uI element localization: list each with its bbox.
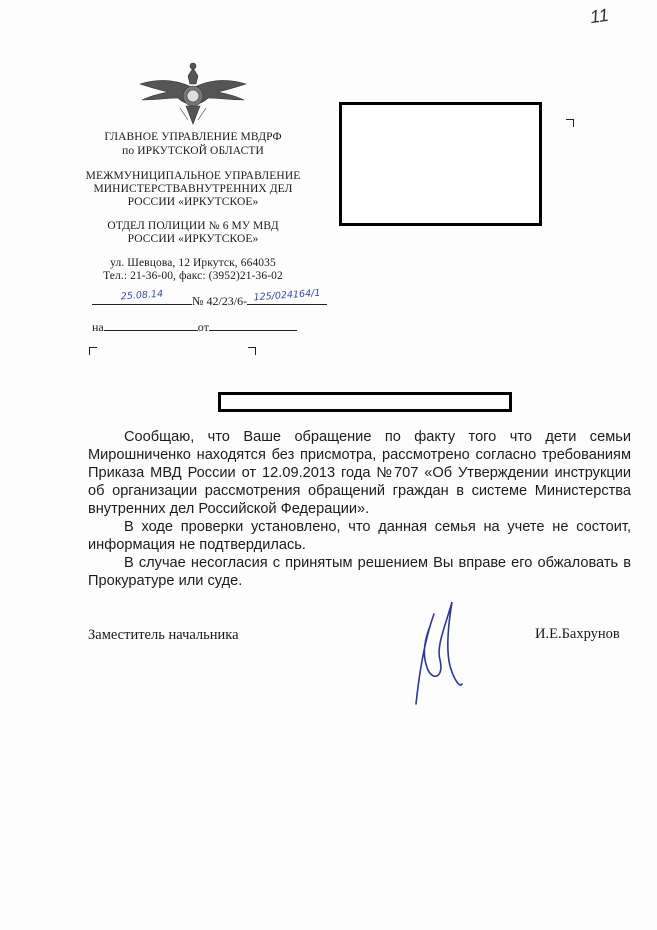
header-ministry-full-line: МИНИСТЕРСТВАВНУТРЕННИХ ДЕЛ — [93, 183, 293, 195]
handwritten-signature-icon — [400, 596, 480, 708]
corner-mark-left — [89, 347, 97, 355]
redacted-addressee-box — [339, 102, 542, 226]
corner-mark-right — [248, 347, 256, 355]
from-field — [209, 318, 297, 331]
registration-line — [92, 287, 327, 308]
addressee-corner-mark — [566, 119, 574, 127]
body-paragraph-2: В ходе проверки установлено, что данная семья на учете не состоит, информация не подтвердилась. — [88, 519, 631, 553]
registration-date-field — [92, 288, 192, 305]
letter-body — [88, 428, 631, 590]
eagle-emblem-icon — [138, 58, 248, 130]
page-number: 11 — [588, 4, 610, 28]
on-field — [104, 318, 198, 331]
header-russia-line-2: РОССИИ «ИРКУТСКОЕ» — [127, 233, 259, 245]
header-phones: Тел.: 21-36-00, факс: (3952)21-36-02 — [103, 270, 283, 282]
redacted-salutation-bar — [218, 392, 512, 412]
reference-line — [92, 318, 297, 334]
header-address: ул. Шевцова, 12 Иркутск, 664035 — [110, 257, 276, 269]
header-region-line: по ИРКУТСКОЙ ОБЛАСТИ — [122, 145, 264, 157]
on-label: на — [92, 320, 104, 334]
body-paragraph-3: В случае несогласия с принятым решением Вы вправе его обжаловать в Прокуратуре или суде. — [88, 555, 631, 589]
from-label: от — [197, 320, 209, 334]
signatory-role: Заместитель начальника — [88, 627, 239, 643]
registration-date-handwritten: 25.08.14 — [120, 288, 164, 303]
body-paragraph-1: Сообщаю, что Ваше обращение по факту того что дети семьи Мирошниченко находятся без присмотра, рассмотрено согласно требованиям Приказа МВД России от 12.09.2013 года №707 «Об Утверждении инструкции об организации рассмотрения обращений граждан в системе Министерства внутренних дел Российской Федерации». — [88, 429, 631, 517]
header-russia-line: РОССИИ «ИРКУТСКОЕ» — [127, 196, 259, 208]
registration-number-handwritten: 125/024164/1 — [253, 287, 321, 304]
header-police-dept-line: ОТДЕЛ ПОЛИЦИИ № 6 МУ МВД — [107, 220, 279, 232]
header-department-line: МЕЖМУНИЦИПАЛЬНОЕ УПРАВЛЕНИЕ — [85, 170, 301, 182]
registration-number-prefix: № 42/23/6- — [192, 294, 248, 308]
signatory-name: И.Е.Бахрунов — [535, 626, 620, 642]
registration-number-field — [247, 287, 327, 305]
header-ministry-line: ГЛАВНОЕ УПРАВЛЕНИЕ МВДРФ — [104, 131, 282, 143]
